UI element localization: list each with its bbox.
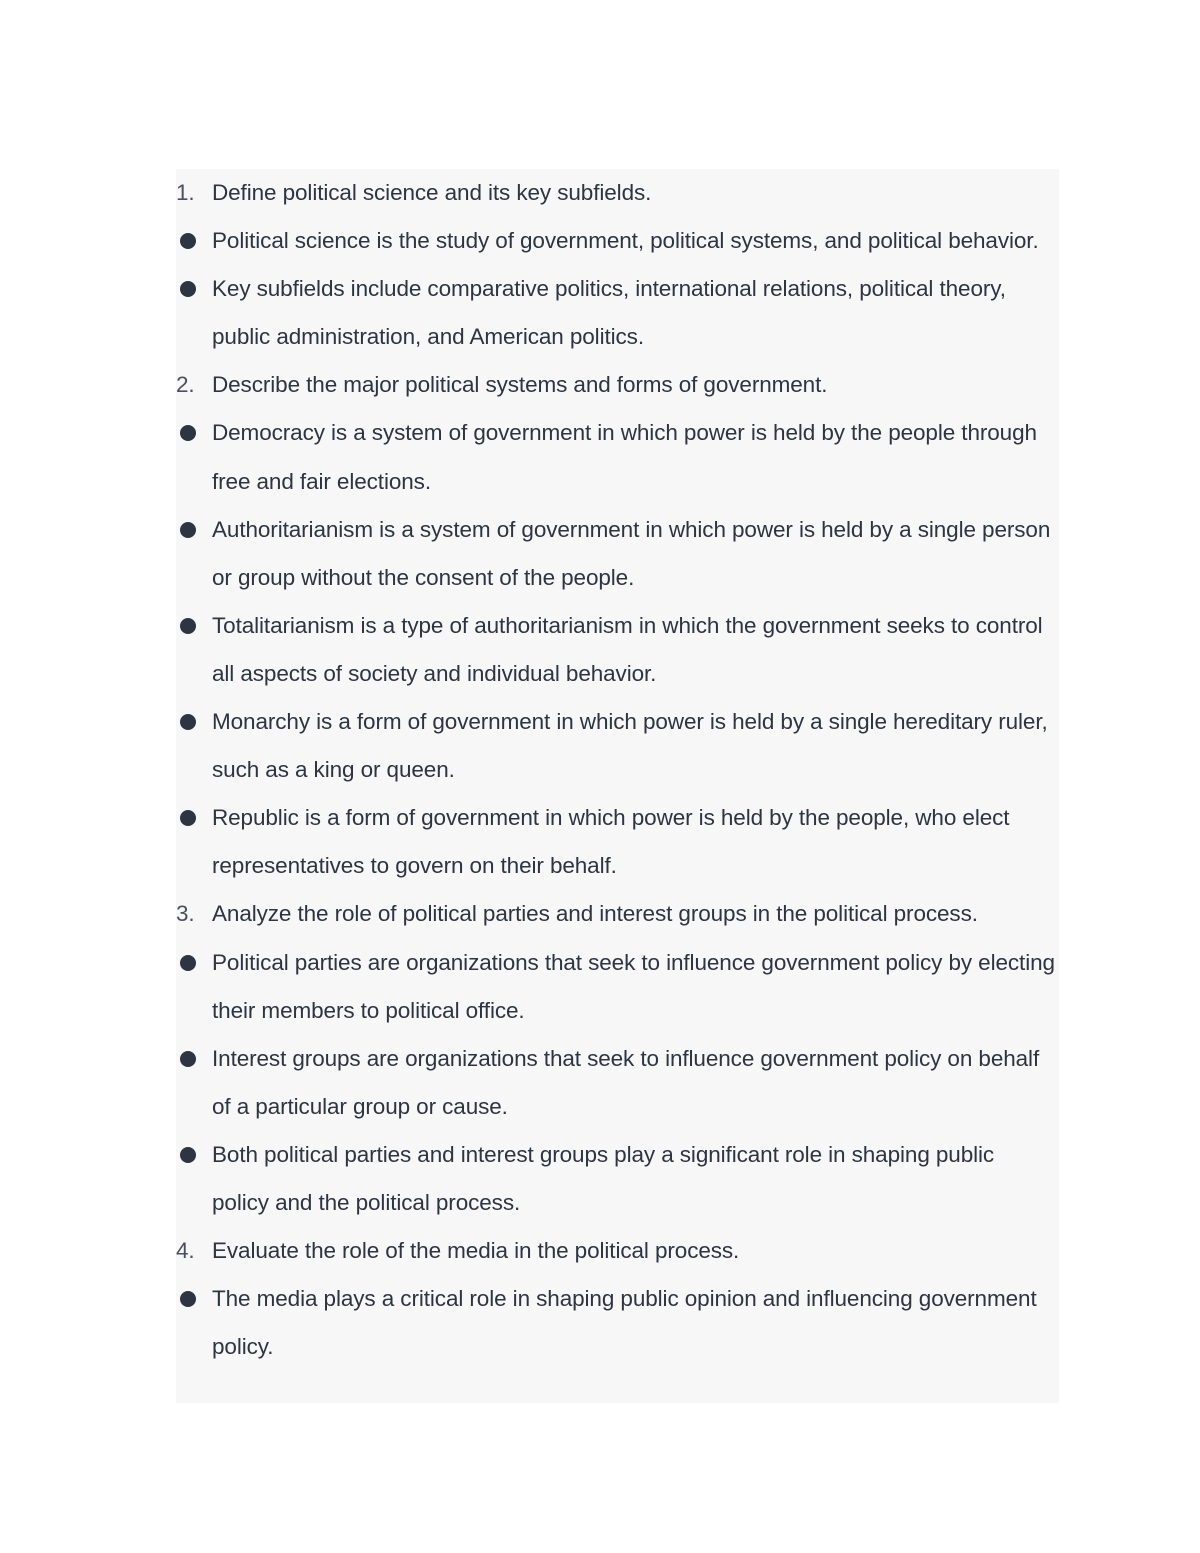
list-item-text: Analyze the role of political parties and interest groups in the political process. — [212, 901, 978, 927]
list-item — [176, 217, 1059, 265]
list-number: 3. — [176, 901, 195, 927]
bullet-icon — [180, 281, 196, 297]
list-item-text: Republic is a form of government in which power is held by the people, who elect representatives to govern on their behalf. — [212, 805, 1010, 879]
list-item-text: Evaluate the role of the media in the political process. — [212, 1238, 740, 1264]
list-number: 2. — [176, 372, 195, 398]
list-item — [176, 265, 1059, 361]
list-item-text: Authoritarianism is a system of government in which power is held by a single person or group without the consent of the people. — [212, 516, 1051, 590]
list-item — [176, 409, 1059, 505]
list-number: 4. — [176, 1238, 195, 1264]
bullet-icon — [180, 233, 196, 249]
list-item — [176, 506, 1059, 602]
bullet-icon — [180, 522, 196, 538]
list-item — [176, 361, 1059, 409]
list-number: 1. — [176, 180, 195, 205]
list-item-text: Democracy is a system of government in which power is held by the people through free and fair elections. — [212, 420, 1037, 494]
list-item-text: Define political science and its key subfields. — [212, 180, 652, 205]
list-item — [176, 602, 1059, 698]
list-item-text: Key subfields include comparative politics, international relations, political theory, public administration, and American politics. — [212, 276, 1006, 350]
list-item — [176, 1227, 1059, 1275]
list-item — [176, 939, 1059, 1035]
list-item-text: Describe the major political systems and forms of government. — [212, 372, 828, 398]
bullet-icon — [180, 714, 196, 730]
list-item — [176, 890, 1059, 938]
list-item-text: The media plays a critical role in shaping public opinion and influencing government policy. — [212, 1286, 1037, 1360]
list-item-text: Political science is the study of government, political systems, and political behavior. — [212, 228, 1039, 254]
bullet-icon — [180, 955, 196, 971]
list-item-text: Both political parties and interest groups play a significant role in shaping public policy and the political process. — [212, 1141, 995, 1215]
bullet-icon — [180, 618, 196, 634]
list-item-text: Totalitarianism is a type of authoritarianism in which the government seeks to control all aspects of society and individual behavior. — [212, 612, 1043, 686]
content-block — [176, 169, 1059, 1403]
list-item — [176, 1131, 1059, 1227]
list-item — [176, 794, 1059, 890]
bullet-icon — [180, 425, 196, 441]
list-item-text: Interest groups are organizations that seek to influence government policy on behalf of a particular group or cause. — [212, 1045, 1040, 1119]
bullet-icon — [180, 1147, 196, 1163]
outline-list — [176, 169, 1059, 1371]
bullet-icon — [180, 1291, 196, 1307]
list-item-text: Monarchy is a form of government in which power is held by a single hereditary ruler, such as a king or queen. — [212, 709, 1048, 783]
list-item-text: Political parties are organizations that seek to influence government policy by electing their members to political office. — [212, 949, 1055, 1023]
list-item — [176, 1275, 1059, 1371]
list-item — [176, 1035, 1059, 1131]
bullet-icon — [180, 1051, 196, 1067]
bullet-icon — [180, 810, 196, 826]
list-item — [176, 698, 1059, 794]
list-item — [176, 169, 1059, 217]
